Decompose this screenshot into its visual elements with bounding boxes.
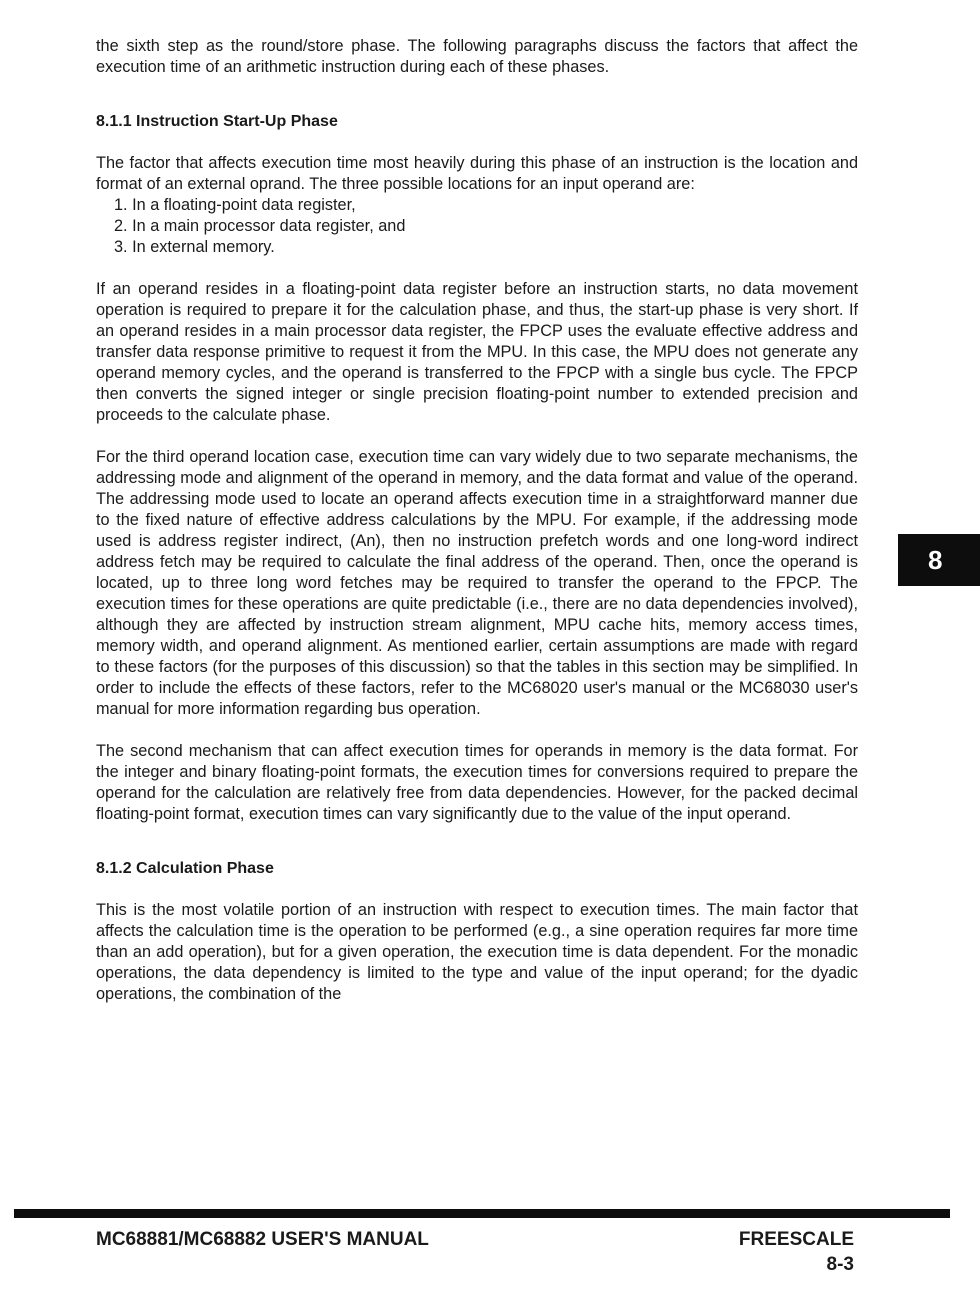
operand-location-list <box>96 195 858 258</box>
list-item: 1. In a floating-point data register, <box>114 196 356 214</box>
page-body <box>96 36 858 1005</box>
list-item: 3. In external memory. <box>114 238 275 256</box>
startup-paragraph-2: If an operand resides in a floating-point data register before an instruction starts, no data movement operation is required to prepare it for the calculation phase, and thus, the start-up phase is very short. If an operand resides in a main processor data register, the FPCP uses the evaluate effective address and transfer data response primitive to request it from the MPU. In this case, the MPU does not generate any operand memory cycles, and the operand is transferred to the FPCP with a single bus cycle. The FPCP then converts the signed integer or single precision floating-point number to extended precision and proceeds to the calculate phase. <box>96 280 858 424</box>
section-heading-calculation: 8.1.2 Calculation Phase <box>96 860 274 877</box>
footer-brand: FREESCALE <box>738 1229 854 1250</box>
chapter-tab-marker: 8 <box>898 534 980 586</box>
startup-paragraph-4: The second mechanism that can affect execution times for operands in memory is the data format. For the integer and binary floating-point formats, the execution times for conversions required to prepare the operand for the calculation are relatively free from data dependencies. However, for the packed decimal floating-point format, execution times can vary significantly due to the value of the input operand. <box>96 742 858 823</box>
footer-rule <box>14 1209 950 1218</box>
calculation-paragraph-1: This is the most volatile portion of an instruction with respect to execution times. The main factor that affects the calculation time is the operation to be performed (e.g., a sine operation requires far more time than an add operation), but for a given operation, the execution time is data dependent. For the monadic operations, the data dependency is limited to the type and value of the input operand; for the dyadic operations, the combination of the <box>96 901 858 1003</box>
intro-paragraph: the sixth step as the round/store phase. The following paragraphs discuss the factors that affect the execution time of an arithmetic instruction during each of these phases. <box>96 37 858 76</box>
footer-manual-title: MC68881/MC68882 USER'S MANUAL <box>96 1229 429 1250</box>
list-item: 2. In a main processor data register, and <box>114 217 406 235</box>
startup-paragraph-1: The factor that affects execution time most heavily during this phase of an instruction is the location and format of an external oprand. The three possible locations for an input operand are: <box>96 154 858 193</box>
section-heading-startup: 8.1.1 Instruction Start-Up Phase <box>96 113 338 130</box>
footer-page-number: 8-3 <box>826 1254 854 1275</box>
startup-paragraph-3: For the third operand location case, execution time can vary widely due to two separate mechanisms, the addressing mode and alignment of the operand in memory, and the data format and value of the operand. The addressing mode used to locate an operand affects execution time in a straightforward manner due to the fixed nature of effective address calculations by the MPU. For example, if the addressing mode used is address register indirect, (An), then no instruction prefetch words and one long-word indirect address fetch may be required to calculate the final address of the operand. Then, once the operand is located, up to three long word fetches may be required to transfer the operand to the FPCP. The execution times for these operations are quite predictable (i.e., there are no data dependencies involved), although they are affected by instruction stream alignment, MPU cache hits, memory access times, memory width, and operand alignment. As mentioned earlier, certain assumptions are made with regard to these factors (for the purposes of this discussion) so that the tables in this section may be simplified. In order to include the effects of these factors, refer to the MC68020 user's manual or the MC68030 user's manual for more information regarding bus operation. <box>96 448 858 718</box>
